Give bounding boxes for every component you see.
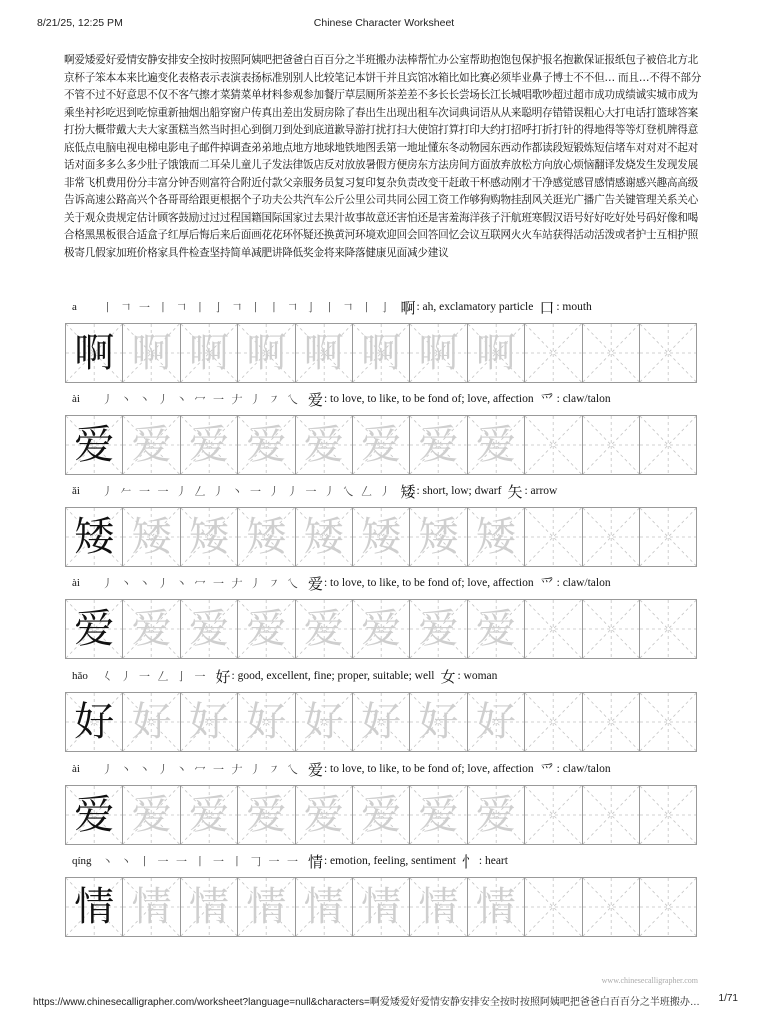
practice-grid xyxy=(65,507,697,567)
trace-character: 好 xyxy=(188,699,229,745)
trace-character: 爱 xyxy=(361,606,402,652)
radical-character: 矢 xyxy=(507,482,523,501)
character-label-row xyxy=(72,572,712,594)
empty-practice-cell[interactable] xyxy=(525,786,582,844)
model-cell xyxy=(66,324,123,382)
cell-guide-lines xyxy=(525,324,581,382)
practice-grid xyxy=(65,692,697,752)
trace-cell[interactable] xyxy=(123,508,180,566)
trace-character: 爱 xyxy=(188,422,229,468)
cell-guide-lines xyxy=(525,693,581,751)
trace-cell[interactable] xyxy=(123,324,180,382)
trace-character: 爱 xyxy=(418,606,459,652)
trace-cell[interactable] xyxy=(468,600,525,658)
pinyin: ài xyxy=(72,393,80,405)
radical-meaning: : claw/talon xyxy=(556,577,611,589)
character-meaning: : good, excellent, fine; proper, suitable; well xyxy=(231,670,435,682)
trace-cell[interactable] xyxy=(410,324,467,382)
trace-cell[interactable] xyxy=(353,508,410,566)
radical-character: 女 xyxy=(440,667,456,686)
cell-guide-lines xyxy=(583,508,639,566)
trace-character: 爱 xyxy=(361,422,402,468)
trace-character: 好 xyxy=(303,699,344,745)
trace-character: 情 xyxy=(188,884,229,930)
model-cell xyxy=(66,416,123,474)
radical-meaning: : woman xyxy=(457,670,498,682)
trace-character: 啊 xyxy=(361,330,402,376)
empty-practice-cell[interactable] xyxy=(583,786,640,844)
cell-guide-lines xyxy=(583,786,639,844)
trace-character: 情 xyxy=(361,884,402,930)
pinyin: ǎi xyxy=(72,485,80,497)
trace-cell[interactable] xyxy=(181,508,238,566)
character-label-row xyxy=(72,296,712,318)
trace-character: 爱 xyxy=(361,792,402,838)
empty-practice-cell[interactable] xyxy=(525,416,582,474)
trace-character: 好 xyxy=(418,699,459,745)
character-heading: 爱 xyxy=(307,760,323,779)
trace-character: 爱 xyxy=(131,606,172,652)
trace-character: 好 xyxy=(475,699,516,745)
practice-grid xyxy=(65,877,697,937)
radical-character: 爫 xyxy=(539,574,555,593)
empty-practice-cell[interactable] xyxy=(583,693,640,751)
radical-character: 忄 xyxy=(461,852,477,871)
radical-character: 爫 xyxy=(539,390,555,409)
model-character: 啊 xyxy=(74,330,115,376)
trace-cell[interactable] xyxy=(181,324,238,382)
stroke-order: 丶 丶 丨 一 一 丨 一 丨 𠃌 一 一 xyxy=(102,855,300,868)
model-character: 情 xyxy=(74,884,115,930)
trace-character: 情 xyxy=(475,884,516,930)
source-characters-paragraph: 啊爱矮爱好爱情安静安排安全按时按照阿姨吧把爸爸白百百分之半班搬办法棒帮忙办公室帮助抱饱包保护报名抱歉保证报纸包子被倍北方北京杯子笨本本来比遍变化表格表示表演表扬标准别别人比较笔记本饼干并且宾馆冰箱比如比赛必须毕业鼻子博士不不但… 而且…不得不部分不管不过不好意思不仅不客气擦才菜猜菜单材料参观参加餐厅草层厕所茶差差不多长长尝场长江长城唱歌吵超过超市成功成绩诚实城市成为乘坐衬衫吃迟到吃惊重新抽烟出船穿窗户传真出差出发厨房除了春出生出现出租车次词典词语从从来聪明存错错误粗心大打电话打篮球答案打扮大概带戴大夫大家蛋糕当然当时担心到倒刀到处到底道歉导游打扰打扫大使馆打算打印大约打招呼打折打针的得地得等等灯登机牌得意底低点电脑电视电梯电影电子邮件掉调查弟弟地点地方地球地铁地图丢第一地址懂东冬动物园东西动作都读段短锻炼短信堵车对对对不起对话对面多多么多少肚子饿饿而二耳朵儿童儿子发法律饭店反对放放暑假方便房东方法房间方面放弃放松方向放心烦恼翻译发烧发生发现发展非常飞机费用份分丰富分钟否则富符合附近付款父亲服务员复习复印复杂负责改变干赶敢干杯感动刚才干净感觉感冒感情感谢感兴趣高高级告诉高速公路高兴个各哥哥给跟更根据个子功夫公共汽车公斤公里公司共同公园工资工作够狗购物挂刮风关逛光广播广告关键管理关系关心关于观众贵规定估计顾客鼓励过过过程国籍国际国家过去果汁故事故意还害怕还是害羞海洋孩子汗航班寒假汉语号好好吃好处号码好像和喝合格黑黑板很合适盒子红厚后悔后来后面画花花环怀疑还换黄河环境欢迎回会回答回忆会议互联网火火车站获得活动活泼或者护士互相护照极寄几假家加班价格家具件检查坚持简单减肥讲降低奖金将来降落健康见面减少建议 xyxy=(64,54,702,259)
stroke-order: 丿 𠂉 一 一 丿 𠃋 丿 丶 一 丿 丿 一 丿 乀 𠃋 丿 xyxy=(102,485,393,498)
trace-character: 爱 xyxy=(303,606,344,652)
trace-character: 爱 xyxy=(246,606,287,652)
cell-guide-lines xyxy=(525,600,581,658)
pinyin: ài xyxy=(72,763,80,775)
trace-cell[interactable] xyxy=(353,600,410,658)
trace-cell[interactable] xyxy=(468,878,525,936)
trace-cell[interactable] xyxy=(296,324,353,382)
character-heading: 矮 xyxy=(400,482,416,501)
trace-cell[interactable] xyxy=(181,878,238,936)
trace-character: 爱 xyxy=(418,792,459,838)
trace-cell[interactable] xyxy=(353,693,410,751)
trace-cell[interactable] xyxy=(296,600,353,658)
cell-guide-lines xyxy=(583,416,639,474)
trace-cell[interactable] xyxy=(238,600,295,658)
trace-cell[interactable] xyxy=(238,416,295,474)
trace-character: 好 xyxy=(361,699,402,745)
empty-practice-cell[interactable] xyxy=(640,416,697,474)
character-heading: 好 xyxy=(215,667,231,686)
character-heading: 爱 xyxy=(307,574,323,593)
cell-guide-lines xyxy=(525,878,581,936)
character-meaning: : short, low; dwarf xyxy=(416,485,502,497)
model-cell xyxy=(66,786,123,844)
trace-character: 爱 xyxy=(246,792,287,838)
empty-practice-cell[interactable] xyxy=(525,508,582,566)
trace-cell[interactable] xyxy=(410,600,467,658)
model-cell xyxy=(66,600,123,658)
radical-meaning: : claw/talon xyxy=(556,393,611,405)
trace-character: 好 xyxy=(131,699,172,745)
trace-character: 情 xyxy=(246,884,287,930)
practice-grid xyxy=(65,785,697,845)
radical-meaning: : claw/talon xyxy=(556,763,611,775)
trace-character: 爱 xyxy=(131,422,172,468)
trace-character: 啊 xyxy=(418,330,459,376)
model-character: 好 xyxy=(74,699,115,745)
trace-character: 矮 xyxy=(246,514,287,560)
trace-character: 矮 xyxy=(361,514,402,560)
trace-cell[interactable] xyxy=(410,416,467,474)
trace-cell[interactable] xyxy=(468,416,525,474)
character-heading: 情 xyxy=(307,852,323,871)
cell-guide-lines xyxy=(525,508,581,566)
trace-character: 爱 xyxy=(188,792,229,838)
practice-grid xyxy=(65,599,697,659)
practice-grid xyxy=(65,415,697,475)
trace-cell[interactable] xyxy=(353,878,410,936)
model-cell xyxy=(66,508,123,566)
trace-character: 啊 xyxy=(303,330,344,376)
practice-grid xyxy=(65,323,697,383)
trace-cell[interactable] xyxy=(353,324,410,382)
page-number: 1/71 xyxy=(718,993,738,1004)
trace-character: 矮 xyxy=(188,514,229,560)
cell-guide-lines xyxy=(583,324,639,382)
empty-practice-cell[interactable] xyxy=(525,324,582,382)
trace-cell[interactable] xyxy=(410,693,467,751)
trace-character: 矮 xyxy=(303,514,344,560)
trace-cell[interactable] xyxy=(296,786,353,844)
trace-cell[interactable] xyxy=(296,508,353,566)
trace-cell[interactable] xyxy=(238,878,295,936)
character-label-row xyxy=(72,480,712,502)
trace-cell[interactable] xyxy=(238,786,295,844)
watermark: www.chinesecalligrapher.com xyxy=(601,976,698,985)
pinyin: hǎo xyxy=(72,670,88,682)
trace-cell[interactable] xyxy=(410,508,467,566)
trace-cell[interactable] xyxy=(181,416,238,474)
trace-cell[interactable] xyxy=(468,693,525,751)
trace-character: 爱 xyxy=(475,606,516,652)
trace-character: 爱 xyxy=(188,606,229,652)
trace-cell[interactable] xyxy=(123,416,180,474)
radical-meaning: : mouth xyxy=(556,301,592,313)
trace-character: 爱 xyxy=(131,792,172,838)
trace-cell[interactable] xyxy=(181,786,238,844)
character-meaning: : ah, exclamatory particle xyxy=(416,301,534,313)
cell-guide-lines xyxy=(583,878,639,936)
empty-practice-cell[interactable] xyxy=(583,416,640,474)
cell-guide-lines xyxy=(583,693,639,751)
empty-practice-cell[interactable] xyxy=(640,508,697,566)
cell-guide-lines xyxy=(640,878,696,936)
trace-cell[interactable] xyxy=(181,600,238,658)
empty-practice-cell[interactable] xyxy=(525,878,582,936)
trace-cell[interactable] xyxy=(123,600,180,658)
trace-cell[interactable] xyxy=(468,508,525,566)
trace-cell[interactable] xyxy=(296,693,353,751)
pinyin: ài xyxy=(72,577,80,589)
model-character: 矮 xyxy=(74,514,115,560)
trace-cell[interactable] xyxy=(353,416,410,474)
trace-cell[interactable] xyxy=(353,786,410,844)
footer-url: https://www.chinesecalligrapher.com/worksheet?language=null&characters=啊爱矮爱好爱情安静安排安全按时按照阿姨吧把爸爸白百百分之半班搬办… xyxy=(33,997,700,1008)
character-label-row xyxy=(72,388,712,410)
cell-guide-lines xyxy=(640,693,696,751)
character-label-row xyxy=(72,665,712,687)
stroke-order: 丿 丶 丶 丿 丶 冖 一 𠂇 丿 ㇇ 乀 xyxy=(102,393,300,406)
trace-character: 矮 xyxy=(475,514,516,560)
trace-character: 爱 xyxy=(246,422,287,468)
trace-character: 情 xyxy=(131,884,172,930)
trace-cell[interactable] xyxy=(238,324,295,382)
empty-practice-cell[interactable] xyxy=(640,878,697,936)
radical-character: 爫 xyxy=(539,760,555,779)
cell-guide-lines xyxy=(640,416,696,474)
trace-cell[interactable] xyxy=(123,693,180,751)
trace-character: 好 xyxy=(246,699,287,745)
character-meaning: : to love, to like, to be fond of; love, affection xyxy=(323,763,534,775)
empty-practice-cell[interactable] xyxy=(583,508,640,566)
trace-character: 情 xyxy=(418,884,459,930)
empty-practice-cell[interactable] xyxy=(525,693,582,751)
empty-practice-cell[interactable] xyxy=(583,600,640,658)
character-label-row xyxy=(72,850,712,872)
stroke-order: 丨 𠃍 一 丨 𠃍 丨 亅 𠃍 丨 丨 𠃍 亅 丨 𠃍 丨 亅 xyxy=(102,301,393,314)
trace-character: 啊 xyxy=(188,330,229,376)
stroke-order: 丿 丶 丶 丿 丶 冖 一 𠂇 丿 ㇇ 乀 xyxy=(102,763,300,776)
trace-cell[interactable] xyxy=(123,878,180,936)
stroke-order: 𡿨 丿 一 𠃋 亅 一 xyxy=(102,670,208,683)
print-timestamp: 8/21/25, 12:25 PM xyxy=(37,17,123,29)
trace-character: 爱 xyxy=(475,792,516,838)
character-label-row xyxy=(72,758,712,780)
pinyin: a xyxy=(72,301,77,313)
model-character: 爱 xyxy=(74,792,115,838)
character-heading: 爱 xyxy=(307,390,323,409)
pinyin: qíng xyxy=(72,855,92,867)
model-cell xyxy=(66,878,123,936)
trace-cell[interactable] xyxy=(410,786,467,844)
trace-cell[interactable] xyxy=(296,878,353,936)
trace-cell[interactable] xyxy=(468,324,525,382)
page-title: Chinese Character Worksheet xyxy=(313,17,455,29)
trace-cell[interactable] xyxy=(123,786,180,844)
empty-practice-cell[interactable] xyxy=(583,878,640,936)
trace-cell[interactable] xyxy=(238,693,295,751)
trace-character: 矮 xyxy=(418,514,459,560)
cell-guide-lines xyxy=(640,324,696,382)
trace-cell[interactable] xyxy=(238,508,295,566)
cell-guide-lines xyxy=(525,786,581,844)
character-meaning: : to love, to like, to be fond of; love, affection xyxy=(323,577,534,589)
radical-meaning: : arrow xyxy=(524,485,558,497)
cell-guide-lines xyxy=(640,600,696,658)
trace-character: 爱 xyxy=(475,422,516,468)
empty-practice-cell[interactable] xyxy=(640,693,697,751)
model-cell xyxy=(66,693,123,751)
empty-practice-cell[interactable] xyxy=(640,324,697,382)
radical-meaning: : heart xyxy=(478,855,508,867)
trace-character: 啊 xyxy=(131,330,172,376)
trace-character: 情 xyxy=(303,884,344,930)
model-character: 爱 xyxy=(74,606,115,652)
character-meaning: : to love, to like, to be fond of; love, affection xyxy=(323,393,534,405)
trace-character: 啊 xyxy=(246,330,287,376)
trace-character: 爱 xyxy=(418,422,459,468)
model-character: 爱 xyxy=(74,422,115,468)
radical-character: 口 xyxy=(539,298,555,317)
stroke-order: 丿 丶 丶 丿 丶 冖 一 𠂇 丿 ㇇ 乀 xyxy=(102,577,300,590)
trace-cell[interactable] xyxy=(468,786,525,844)
trace-cell[interactable] xyxy=(410,878,467,936)
cell-guide-lines xyxy=(640,786,696,844)
trace-cell[interactable] xyxy=(181,693,238,751)
trace-character: 矮 xyxy=(131,514,172,560)
trace-character: 爱 xyxy=(303,792,344,838)
empty-practice-cell[interactable] xyxy=(640,600,697,658)
trace-character: 爱 xyxy=(303,422,344,468)
character-heading: 啊 xyxy=(400,298,416,317)
trace-character: 啊 xyxy=(475,330,516,376)
trace-cell[interactable] xyxy=(296,416,353,474)
cell-guide-lines xyxy=(640,508,696,566)
cell-guide-lines xyxy=(583,600,639,658)
empty-practice-cell[interactable] xyxy=(640,786,697,844)
character-meaning: : emotion, feeling, sentiment xyxy=(323,855,456,867)
cell-guide-lines xyxy=(525,416,581,474)
empty-practice-cell[interactable] xyxy=(583,324,640,382)
empty-practice-cell[interactable] xyxy=(525,600,582,658)
